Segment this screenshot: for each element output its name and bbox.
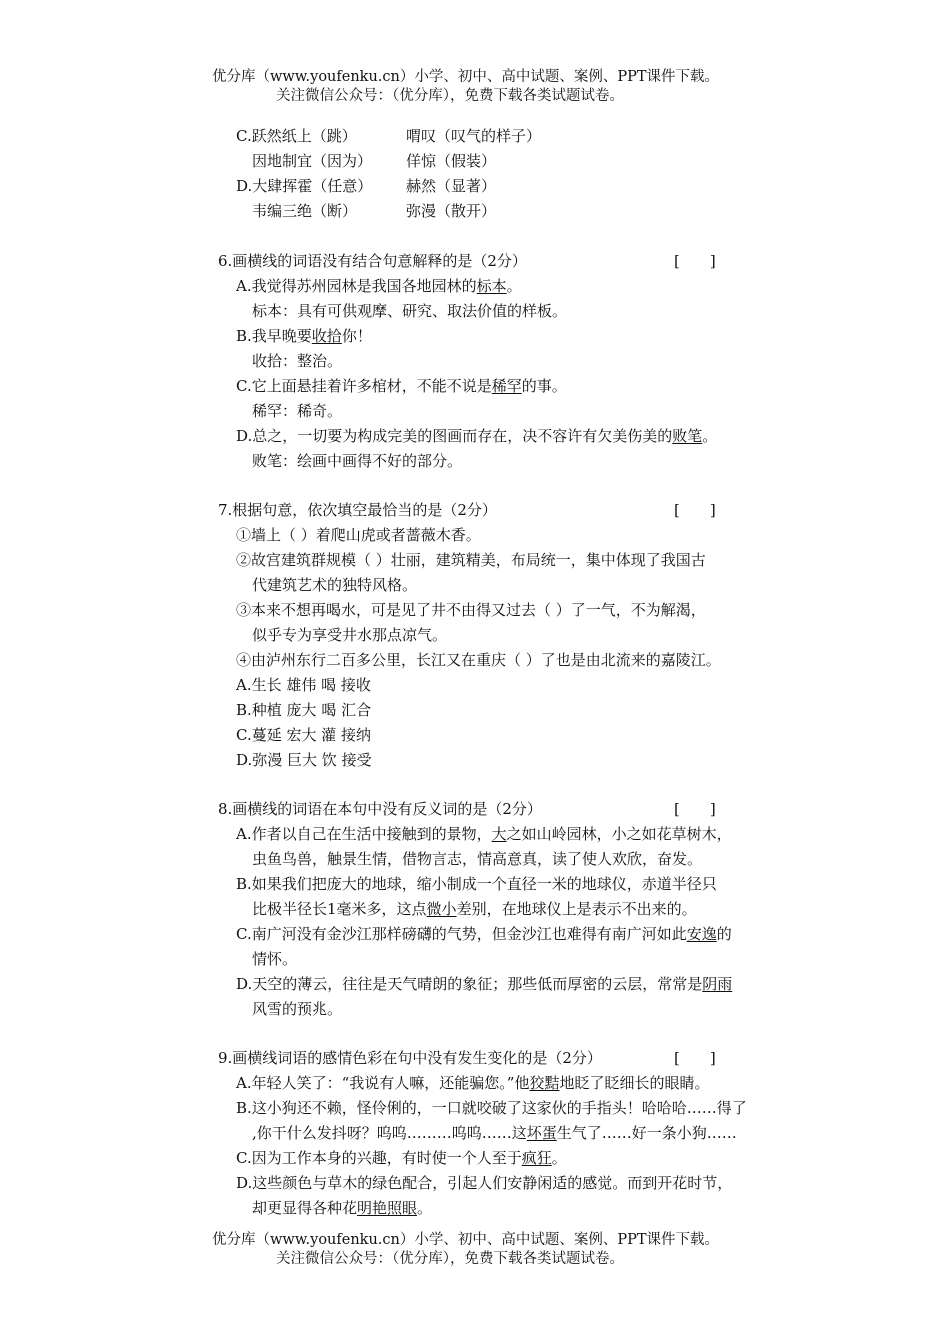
- q7-sentence-4: ④由泸州东行二百多公里，长江又在重庆（ ）了也是由北流来的嘉陵江。: [236, 651, 721, 669]
- q6-option-d: D.总之，一切要为构成完美的图画而存在，决不容许有欠美伤美的败笔。: [236, 427, 718, 445]
- underlined-word: 大: [491, 825, 507, 843]
- q5-option-d-2a: 韦编三绝（断）: [252, 202, 358, 220]
- q5-option-d-2b: 弥漫（散开）: [406, 202, 497, 220]
- underlined-word: 狡黠: [529, 1074, 560, 1092]
- underlined-word: 稀罕: [491, 377, 522, 395]
- q6-option-a-explanation: 标本：具有可供观摩、研究、取法价值的样板。: [252, 302, 568, 320]
- q6-option-c: C.它上面悬挂着许多棺材，不能不说是稀罕的事。: [236, 377, 567, 395]
- underlined-word: 明艳照眼: [357, 1199, 418, 1217]
- q8-answer-bracket[interactable]: [ ]: [674, 800, 716, 818]
- q9-option-c: C.因为工作本身的兴趣，有时使一个人至于疯狂。: [236, 1149, 567, 1167]
- q8-stem: 8.画横线的词语在本句中没有反义词的是（2分）: [218, 800, 542, 818]
- underlined-word: 收拾: [311, 327, 342, 345]
- q5-option-d-1a: D.大肆挥霍（任意）: [236, 177, 373, 195]
- q7-sentence-1: ①墙上（ ）着爬山虎或者蔷薇木香。: [236, 526, 481, 544]
- q5-option-c-1b: 喟叹（叹气的样子）: [406, 127, 542, 145]
- q6-stem: 6.画横线的词语没有结合句意解释的是（2分）: [218, 252, 527, 270]
- q9-option-a: A.年轻人笑了：“我说有人嘛，还能骗您。”他狡黠地眨了眨细长的眼睛。: [236, 1074, 710, 1092]
- footer-line-1: 优分库（www.youfenku.cn）小学、初中、高中试题、案例、PPT课件下载。: [212, 1232, 720, 1248]
- q6-option-a: A.我觉得苏州园林是我国各地园林的标本。: [236, 277, 522, 295]
- q9-option-b-2: ,你干什么发抖呀？呜呜………呜呜……这坏蛋生气了……好一条小狗……: [252, 1124, 737, 1142]
- q7-stem: 7.根据句意，依次填空最恰当的是（2分）: [218, 501, 497, 519]
- underlined-word: 微小: [426, 900, 457, 918]
- q5-option-c-2b: 佯惊（假装）: [406, 152, 497, 170]
- underlined-word: 标本: [476, 277, 507, 295]
- q5-option-c-1a: C.跃然纸上（跳）: [236, 127, 357, 145]
- q8-option-a-1: A.作者以自己在生活中接触到的景物，大之如山岭园林，小之如花草树木，: [236, 825, 732, 843]
- q7-option-c: C.蔓延 宏大 灌 接纳: [236, 726, 372, 744]
- q7-answer-bracket[interactable]: [ ]: [674, 501, 716, 519]
- underlined-word: 疯狂: [521, 1149, 552, 1167]
- q5-option-c-2a: 因地制宜（因为）: [252, 152, 373, 170]
- q6-option-d-explanation: 败笔：绘画中画得不好的部分。: [252, 452, 463, 470]
- q6-option-b-explanation: 收拾：整治。: [252, 352, 343, 370]
- q7-sentence-2b: 代建筑艺术的独特风格。: [252, 576, 418, 594]
- underlined-word: 阴雨: [702, 975, 733, 993]
- footer-line-2: 关注微信公众号：（优分库），免费下载各类试题试卷。: [276, 1251, 624, 1267]
- underlined-word: 败笔: [672, 427, 703, 445]
- q9-option-d-1: D.这些颜色与草木的绿色配合，引起人们安静闲适的感觉。而到开花时节，: [236, 1174, 733, 1192]
- q8-option-d-2: 风雪的预兆。: [252, 1000, 343, 1018]
- q5-option-d-1b: 赫然（显著）: [406, 177, 497, 195]
- q7-sentence-3b: 似乎专为享受井水那点凉气。: [252, 626, 448, 644]
- q7-sentence-3a: ③本来不想再喝水，可是见了井不由得又过去（ ）了一气，不为解渴，: [236, 601, 706, 619]
- q8-option-d-1: D.天空的薄云，往往是天气晴朗的象征；那些低而厚密的云层，常常是阴雨: [236, 975, 733, 993]
- q7-option-b: B.种植 庞大 喝 汇合: [236, 701, 372, 719]
- q6-option-c-explanation: 稀罕：稀奇。: [252, 402, 343, 420]
- header-line-1: 优分库（www.youfenku.cn）小学、初中、高中试题、案例、PPT课件下载。: [212, 69, 720, 85]
- q6-answer-bracket[interactable]: [ ]: [674, 252, 716, 270]
- q8-option-b-1: B.如果我们把庞大的地球，缩小制成一个直径一米的地球仪，赤道半径只: [236, 875, 717, 893]
- q8-option-c-2: 情怀。: [252, 950, 298, 968]
- q9-stem: 9.画横线词语的感情色彩在句中没有发生变化的是（2分）: [218, 1049, 602, 1067]
- underlined-word: 坏蛋: [526, 1124, 557, 1142]
- q9-option-d-2: 却更显得各种花明艳照眼。: [252, 1199, 433, 1217]
- q8-option-c-1: C.南广河没有金沙江那样磅礴的气势，但金沙江也难得有南广河如此安逸的: [236, 925, 732, 943]
- q6-option-b: B.我早晚要收拾你！: [236, 327, 372, 345]
- q8-option-a-2: 虫鱼鸟兽，触景生情，借物言志，情高意真，读了使人欢欣，奋发。: [252, 850, 703, 868]
- header-line-2: 关注微信公众号：（优分库），免费下载各类试题试卷。: [276, 88, 624, 104]
- q7-option-d: D.弥漫 巨大 饮 接受: [236, 751, 372, 769]
- q9-answer-bracket[interactable]: [ ]: [674, 1049, 716, 1067]
- q7-option-a: A.生长 雄伟 喝 接收: [236, 676, 371, 694]
- q9-option-b-1: B.这小狗还不赖，怪伶俐的，一口就咬破了这家伙的手指头！哈哈哈……得了: [236, 1099, 747, 1117]
- underlined-word: 安逸: [686, 925, 717, 943]
- q8-option-b-2: 比极半径长1毫米多，这点微小差别，在地球仪上是表示不出来的。: [252, 900, 697, 918]
- q7-sentence-2a: ②故宫建筑群规模（ ）壮丽，建筑精美，布局统一，集中体现了我国古: [236, 551, 706, 569]
